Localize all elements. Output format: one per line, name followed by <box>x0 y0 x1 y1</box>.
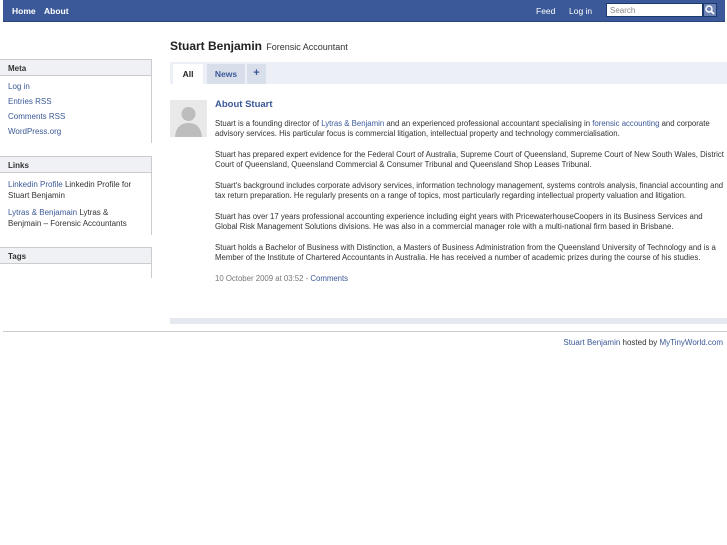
post-bottom-divider <box>170 318 727 324</box>
search-button[interactable] <box>703 3 717 17</box>
sidebar-meta-login-link[interactable]: Log in <box>8 82 30 91</box>
post-meta <box>215 274 725 285</box>
post-paragraph-1 <box>215 119 725 140</box>
post-title[interactable]: About Stuart <box>215 99 273 110</box>
sidebar-links-heading: Links <box>0 156 151 173</box>
sidebar-meta-heading: Meta <box>0 59 151 76</box>
footer-host-link[interactable]: MyTinyWorld.com <box>659 338 723 347</box>
post-text: Stuart is a founding director of <box>215 118 322 128</box>
post-paragraph-4: Stuart has over 17 years professional accounting experience including eight years with PricewaterhouseCoopers in its Business Services and Global Risk Management Solutions divisions. He was also in a commercial manager role with a multi-national firm based in Brisbane. <box>215 211 703 231</box>
nav-login-link[interactable]: Log in <box>569 6 593 16</box>
post <box>215 100 725 284</box>
top-navigation-bar <box>3 0 725 22</box>
main-content <box>170 84 727 324</box>
lytras-benjamin-link[interactable]: Lytras & Benjamin <box>321 118 385 128</box>
tab-add-button[interactable]: + <box>247 64 266 84</box>
sidebar-meta-entries-rss-link[interactable]: Entries RSS <box>8 97 52 106</box>
nav-feed-link[interactable]: Feed <box>536 6 556 16</box>
sidebar-links-section <box>0 156 152 235</box>
site-title: Stuart Benjamin <box>170 39 263 53</box>
post-text: and an experienced professional accountant specialising in <box>384 118 593 128</box>
default-avatar-icon <box>170 100 207 137</box>
search-icon <box>704 4 716 16</box>
sidebar-link-linkedin[interactable]: Linkedin Profile <box>8 180 63 189</box>
forensic-accounting-link[interactable]: forensic accounting <box>592 118 660 128</box>
sidebar-meta-section <box>0 59 152 143</box>
post-text: and corporate advisory services. His particular focus is commercial litigation, intellectual property and technology commercialisation. <box>215 118 710 138</box>
sidebar-link-lytras-benjamin-description: Lytras & Benjmain – Forensic Accountants <box>8 208 127 228</box>
site-header <box>170 39 348 53</box>
footer-site-link[interactable]: Stuart Benjamin <box>563 338 621 347</box>
footer <box>563 338 723 347</box>
nav-home-link[interactable]: Home <box>12 6 36 16</box>
post-date: 10 October 2009 at 03:52 <box>215 273 304 283</box>
comments-link[interactable]: Comments <box>310 273 349 283</box>
tabs-bar <box>170 62 727 84</box>
avatar <box>170 100 207 137</box>
sidebar-meta-comments-rss-link[interactable]: Comments RSS <box>8 112 66 121</box>
site-description: Forensic Accountant <box>266 42 348 52</box>
post-paragraph-3: Stuart's background includes corporate advisory services, information technology management, systems controls analysis, financial accounting and tax return preparation. He regularly presents on a range of topics, most particularly regarding intellectual property valuation and litigation. <box>215 180 724 200</box>
sidebar-link-linkedin-description: Linkedin Profile for Stuart Benjamin <box>8 180 132 200</box>
sidebar-tags-section <box>0 247 152 278</box>
sidebar-link-lytras-benjamin[interactable]: Lytras & Benjamain <box>8 208 78 217</box>
footer-divider <box>3 331 727 332</box>
sidebar-meta-wordpress-link[interactable]: WordPress.org <box>8 127 62 136</box>
footer-hosted-by-text: hosted by <box>620 338 660 347</box>
search-input[interactable] <box>606 3 703 17</box>
tab-all[interactable]: All <box>173 64 203 84</box>
post-meta-separator: - <box>303 273 311 283</box>
post-paragraph-5: Stuart holds a Bachelor of Business with Distinction, a Masters of Business Administration from the Queensland University of Technology and is a Member of the Institute of Chartered Accountants in Australia. He has received a number of academic prizes during the course of his studies. <box>215 242 716 262</box>
tab-news[interactable]: News <box>207 64 245 84</box>
nav-about-link[interactable]: About <box>44 6 69 16</box>
post-paragraph-2: Stuart has prepared expert evidence for the Federal Court of Australia, Supreme Court of Queensland, Supreme Court of New South Wales, District Court of Queensland, Queensland Commercial & Consumer Tribunal and Queensland Shop Leases Tribunal. <box>215 149 724 169</box>
sidebar-tags-heading: Tags <box>0 247 151 264</box>
